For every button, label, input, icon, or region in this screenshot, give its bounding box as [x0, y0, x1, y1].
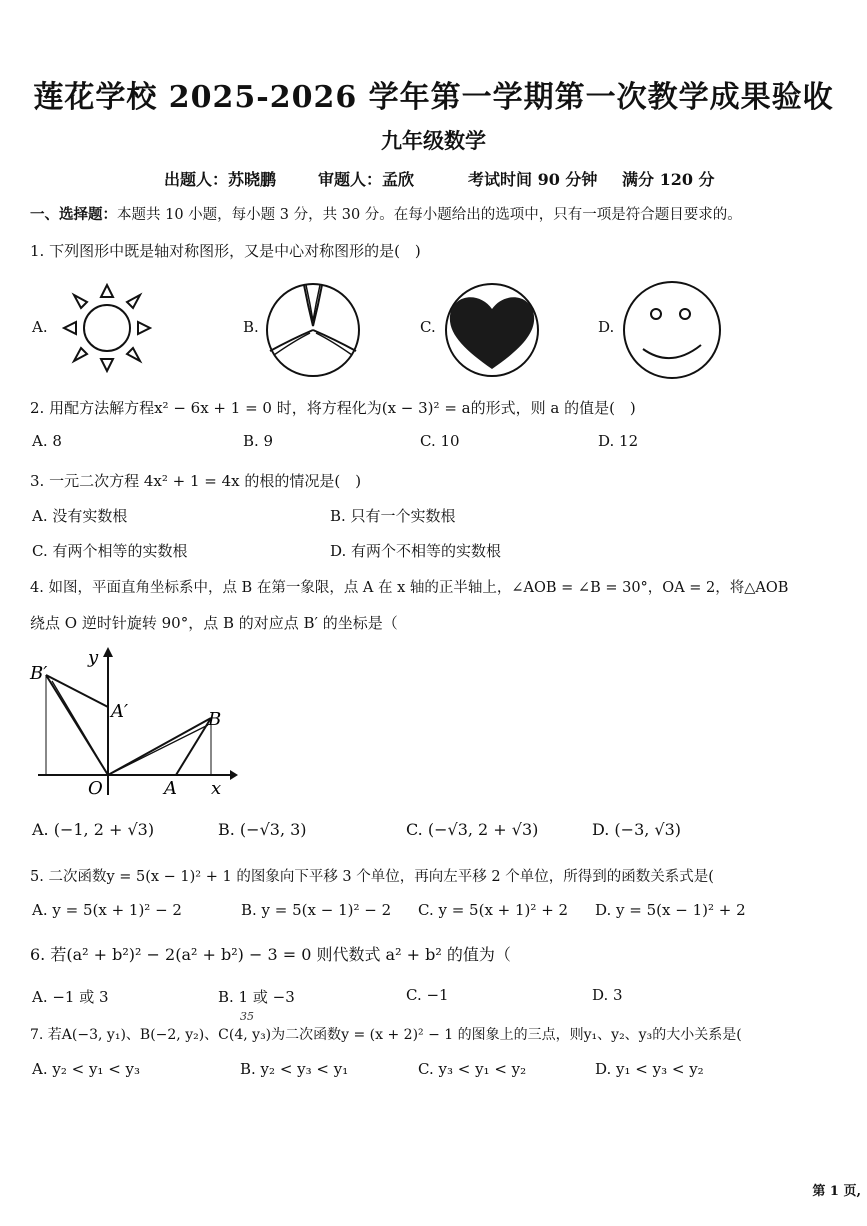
- q7-option-d[interactable]: D. y₁ < y₃ < y₂: [595, 1060, 704, 1078]
- q6-option-a[interactable]: A. −1 或 3: [32, 988, 109, 1006]
- q3-option-c[interactable]: C. 有两个相等的实数根: [32, 542, 188, 560]
- q7-option-c[interactable]: C. y₃ < y₁ < y₂: [418, 1060, 527, 1078]
- label-o: O: [88, 778, 103, 799]
- q7-option-a[interactable]: A. y₂ < y₁ < y₃: [32, 1060, 141, 1078]
- label-y: y: [88, 647, 99, 668]
- q4-option-d[interactable]: D. (−3, √3): [592, 820, 682, 839]
- q1-option-c-label[interactable]: C.: [420, 318, 436, 336]
- exam-title: 莲花学校 2025-2026 学年第一学期第一次教学成果验收: [33, 80, 834, 115]
- setter-label: 出题人：苏晓鹏: [164, 170, 277, 189]
- question-4-stem-line2: 绕点 O 逆时针旋转 90°，点 B 的对应点 B′ 的坐标是（: [30, 614, 398, 632]
- time-label: 考试时间 90 分钟: [468, 170, 598, 189]
- q5-option-c[interactable]: C. y = 5(x + 1)² + 2: [418, 901, 569, 919]
- q3-option-b[interactable]: B. 只有一个实数根: [330, 507, 456, 525]
- q6-option-d[interactable]: D. 3: [592, 986, 623, 1004]
- q3-option-a[interactable]: A. 没有实数根: [32, 507, 128, 525]
- label-a: A: [164, 778, 177, 799]
- question-6-stem: 6. 若(a² + b²)² − 2(a² + b²) − 3 = 0 则代数式 a² + b² 的值为（: [30, 945, 511, 964]
- q5-option-a[interactable]: A. y = 5(x + 1)² − 2: [32, 901, 182, 919]
- q6-option-c[interactable]: C. −1: [406, 986, 449, 1004]
- section-heading: [30, 203, 742, 224]
- q1-option-d-label[interactable]: D.: [598, 318, 615, 336]
- q2-option-a[interactable]: A. 8: [32, 432, 62, 450]
- q5-option-d[interactable]: D. y = 5(x − 1)² + 2: [595, 901, 746, 919]
- label-b: B: [208, 709, 222, 730]
- q1-option-b-label[interactable]: B.: [243, 318, 259, 336]
- coordinate-figure: [28, 645, 238, 800]
- question-7-stem: 7. 若A(−3, y₁)、B(−2, y₂)、C(4, y₃)为二次函数y = (x + 2)² − 1 的图象上的三点，则y₁、y₂、y₃的大小关系是(: [30, 1027, 742, 1043]
- handwritten-note: 35: [240, 1010, 254, 1023]
- q4-option-c[interactable]: C. (−√3, 2 + √3): [406, 820, 539, 839]
- smiley-face-icon: [621, 279, 723, 381]
- label-x: x: [211, 778, 222, 799]
- section-description: 本题共 10 小题，每小题 3 分，共 30 分。在每小题给出的选项中，只有一项是符合题目要求的。: [117, 207, 742, 223]
- question-3-stem: 3. 一元二次方程 4x² + 1 = 4x 的根的情况是( ): [30, 472, 362, 490]
- q4-option-b[interactable]: B. (−√3, 3): [218, 820, 307, 839]
- page-number: 第 1 页,: [812, 1184, 861, 1199]
- q2-option-d[interactable]: D. 12: [598, 432, 639, 450]
- exam-subtitle: 九年级数学: [381, 128, 486, 153]
- q4-option-a[interactable]: A. (−1, 2 + √3): [32, 820, 155, 839]
- heart-in-circle-icon: [443, 281, 541, 379]
- q5-option-b[interactable]: B. y = 5(x − 1)² − 2: [241, 901, 392, 919]
- q1-option-a-label[interactable]: A.: [32, 318, 48, 336]
- question-5-stem: 5. 二次函数y = 5(x − 1)² + 1 的图象向下平移 3 个单位，再向左平移 2 个单位，所得到的函数关系式是(: [30, 869, 714, 885]
- score-label: 满分 120 分: [622, 170, 715, 189]
- three-petal-circle-icon: [264, 281, 362, 379]
- q2-option-c[interactable]: C. 10: [420, 432, 460, 450]
- label-b-prime: B′: [30, 663, 48, 684]
- label-a-prime: A′: [111, 701, 129, 722]
- question-4-stem-line1: 4. 如图，平面直角坐标系中，点 B 在第一象限，点 A 在 x 轴的正半轴上，∠AOB = ∠B = 30°，OA = 2，将△AOB: [30, 580, 789, 596]
- question-2-stem: 2. 用配方法解方程x² − 6x + 1 = 0 时，将方程化为(x − 3)² = a的形式，则 a 的值是( ): [30, 399, 636, 417]
- question-1-stem: 1. 下列图形中既是轴对称图形，又是中心对称图形的是( ): [30, 242, 421, 260]
- section-title: 一、选择题：: [30, 206, 117, 223]
- sun-icon: [62, 283, 152, 373]
- q3-option-d[interactable]: D. 有两个不相等的实数根: [330, 542, 502, 560]
- q7-option-b[interactable]: B. y₂ < y₃ < y₁: [240, 1060, 349, 1078]
- reviewer-label: 审题人：孟欣: [318, 170, 415, 189]
- q2-option-b[interactable]: B. 9: [243, 432, 274, 450]
- q6-option-b[interactable]: B. 1 或 −3: [218, 988, 295, 1006]
